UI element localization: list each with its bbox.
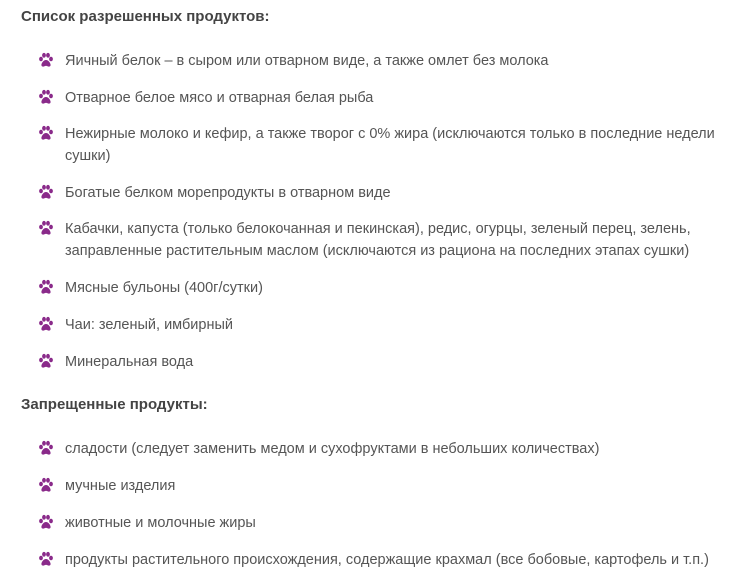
list-item: [38, 314, 738, 336]
item-text: Чаи: зеленый, имбирный: [65, 317, 233, 333]
item-text: животные и молочные жиры: [65, 515, 256, 531]
item-text: Богатые белком морепродукты в отварном виде: [65, 185, 391, 201]
paw-icon: [38, 52, 54, 68]
item-text: мучные изделия: [65, 478, 176, 494]
allowed-heading: Список разрешенных продуктов:: [21, 8, 270, 25]
item-text: Отварное белое мясо и отварная белая рыба: [65, 90, 374, 106]
paw-icon: [38, 440, 54, 456]
item-text: Кабачки, капуста (только белокочанная и пекинская), редис, огурцы, зеленый перец, зелень, заправленные растительным маслом (исключаются из рациона на последних этапах сушки): [65, 221, 691, 259]
paw-icon: [38, 316, 54, 332]
list-item: [38, 123, 738, 167]
item-text: продукты растительного происхождения, содержащие крахмал (все бобовые, картофель и т.п.): [65, 552, 709, 568]
list-item: [38, 438, 738, 460]
list-item: [38, 475, 738, 497]
item-text: сладости (следует заменить медом и сухофруктами в небольших количествах): [65, 441, 600, 457]
paw-icon: [38, 220, 54, 236]
item-text: Минеральная вода: [65, 354, 194, 370]
list-item: [38, 182, 738, 204]
paw-icon: [38, 514, 54, 530]
paw-icon: [38, 184, 54, 200]
paw-icon: [38, 125, 54, 141]
paw-icon: [38, 477, 54, 493]
paw-icon: [38, 89, 54, 105]
list-item: [38, 351, 738, 373]
item-text: Яичный белок – в сыром или отварном виде, а также омлет без молока: [65, 53, 549, 69]
paw-icon: [38, 353, 54, 369]
item-text: Мясные бульоны (400г/сутки): [65, 280, 263, 296]
paw-icon: [38, 279, 54, 295]
list-item: [38, 512, 738, 534]
list-item: [38, 549, 738, 571]
list-item: [38, 218, 738, 262]
list-item: [38, 277, 738, 299]
item-text: Нежирные молоко и кефир, а также творог с 0% жира (исключаются только в последние недели сушки): [65, 126, 715, 164]
list-item: [38, 50, 738, 72]
paw-icon: [38, 551, 54, 567]
list-item: [38, 87, 738, 109]
forbidden-heading: Запрещенные продукты:: [21, 396, 208, 413]
